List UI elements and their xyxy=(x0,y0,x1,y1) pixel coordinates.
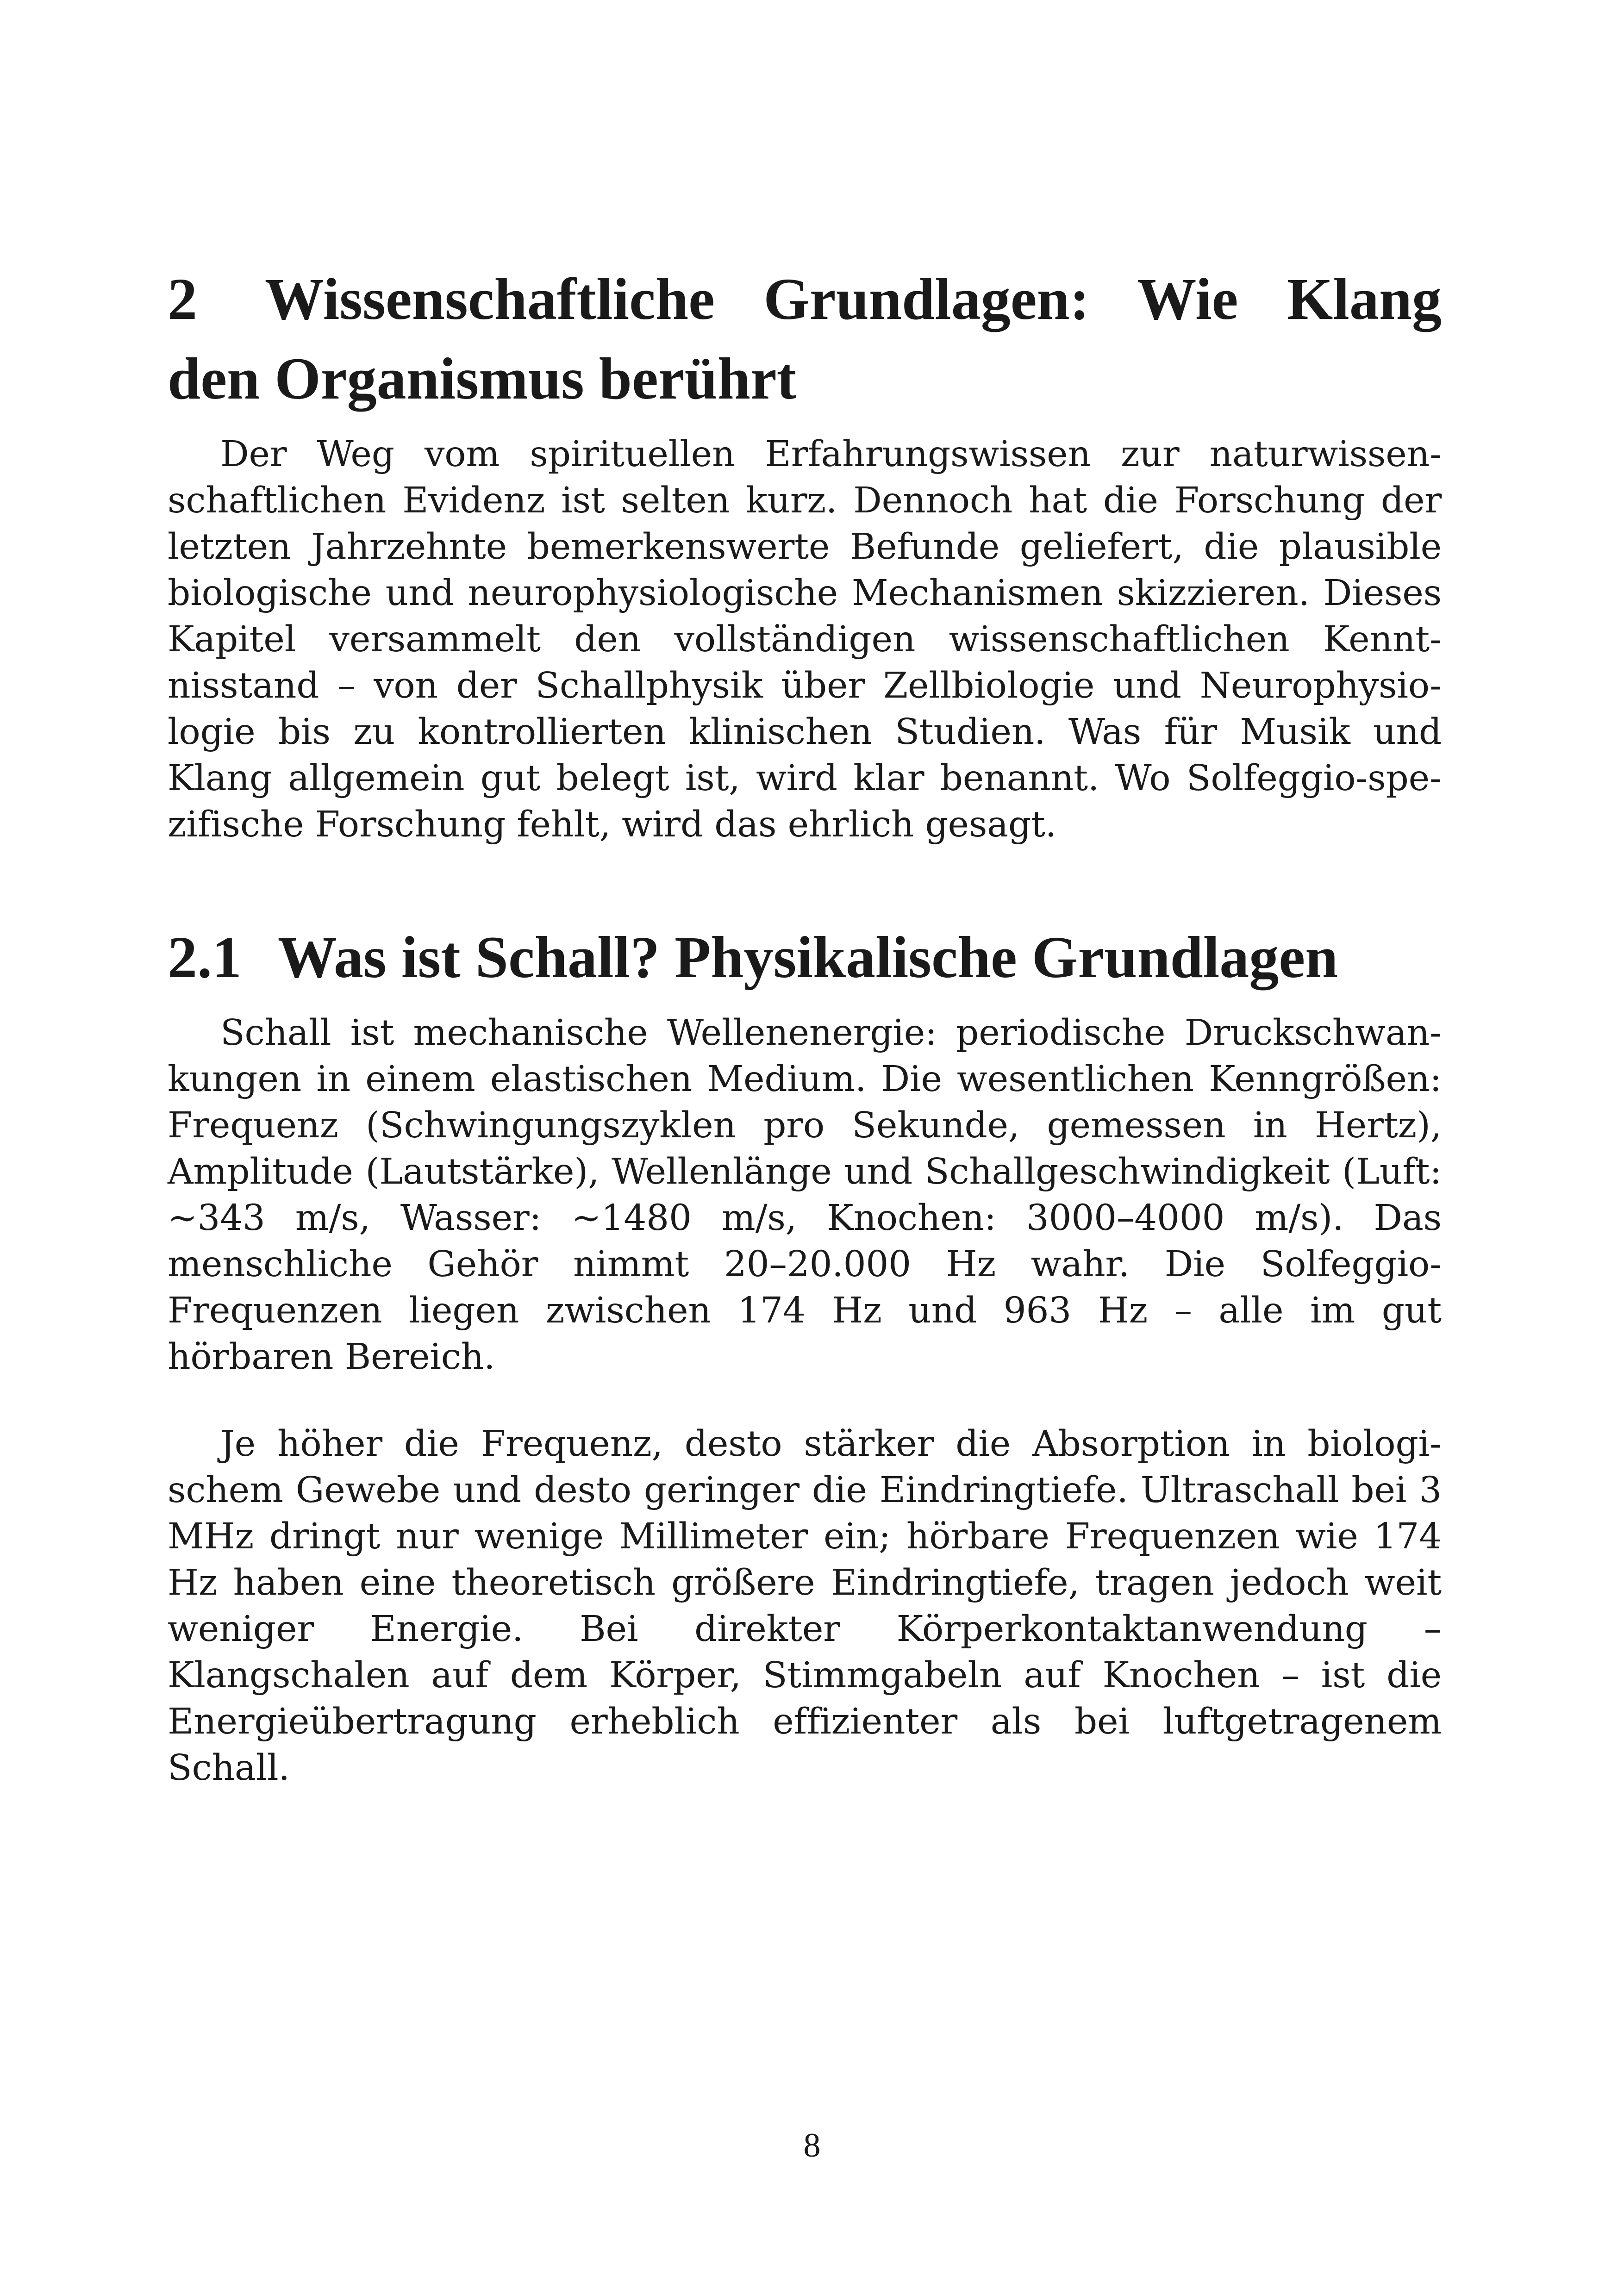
section-title: Was ist Schall? Physikalische Grundlagen xyxy=(278,924,1338,990)
chapter-title: Wissenschaftliche Grundlagen: Wie Klang den Organismus berührt xyxy=(168,266,1442,412)
section-heading xyxy=(168,917,1442,997)
chapter-heading xyxy=(168,259,1442,418)
section-paragraph: Je höher die Frequenz, desto stärker die Absorption in biologischem Gewebe und desto geringer die Eindringtiefe. Ultraschall bei 3 MHz dringt nur wenige Millimeter ein; hörbare Frequenzen wie 174 Hz haben eine theoretisch größere Eindringtiefe, tragen jedoch weit weniger Energie. Bei direkter Körperkontaktanwendung – Klangschalen auf dem Körper, Stimmgabeln auf Knochen – ist die Energieübertragung erheblich effizienter als bei luftgetragenem Schall. xyxy=(168,1423,1442,1789)
page-number: 8 xyxy=(803,2127,821,2164)
chapter-intro-paragraph: Der Weg vom spirituellen Erfahrungswissen zur naturwissenschaftlichen Evidenz ist selten kurz. Dennoch hat die Forschung der letzten Jahrzehnte bemerkenswerte Befunde geliefert, die plausible biologische und neurophysiologische Mechanismen skizzieren. Dieses Kapitel versammelt den vollständigen wissenschaftlichen Kenntnisstand – von der Schallphysik über Zellbiologie und Neurophysiologie bis zu kontrollierten klinischen Studien. Was für Musik und Klang allgemein gut belegt ist, wird klar benannt. Wo Solfeggio-spezifische Forschung fehlt, wird das ehrlich gesagt. xyxy=(168,434,1442,845)
section-number: 2.1 xyxy=(168,924,242,990)
section-paragraph: Schall ist mechanische Wellenenergie: periodische Druckschwankungen in einem elastischen Medium. Die wesentlichen Kenngrößen: Frequenz (Schwingungszyklen pro Sekunde, gemessen in Hertz), Amplitude (Lautstärke), Wellenlänge und Schallgeschwindigkeit (Luft: ~343 m/s, Wasser: ~1480 m/s, Knochen: 3000–4000 m/s). Das menschliche Gehör nimmt 20–20.000 Hz wahr. Die Solfeggio-Frequenzen liegen zwischen 174 Hz und 963 Hz – alle im gut hörbaren Bereich. xyxy=(168,1012,1442,1378)
chapter-number: 2 xyxy=(168,266,197,332)
